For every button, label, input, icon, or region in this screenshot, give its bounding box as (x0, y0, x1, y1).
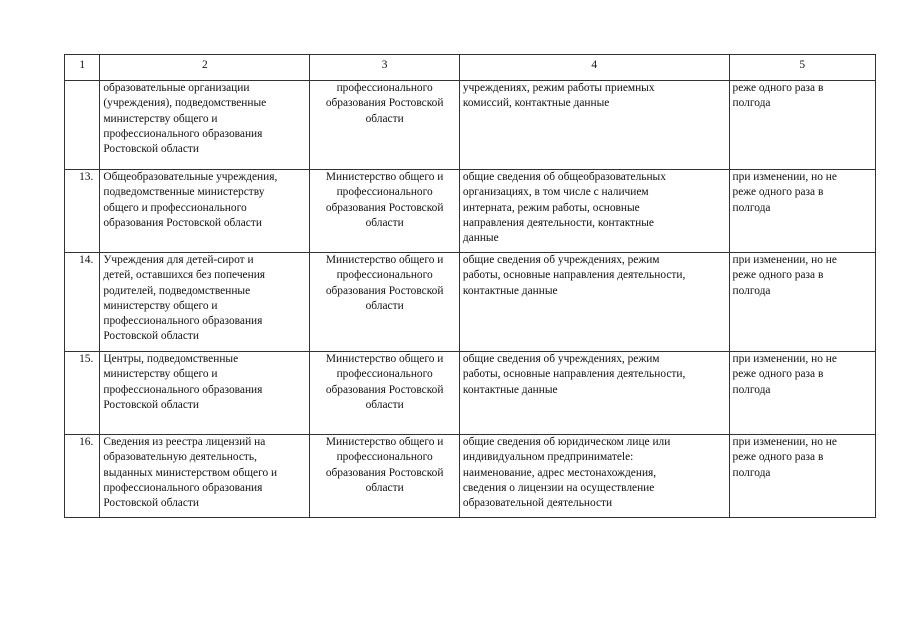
column-number-row (65, 55, 876, 81)
row-content-text: общие сведения об общеобразовательных организациях, в том числе с наличием интерната, режим работы, основные направления деятельности, контактные данные (462, 171, 666, 245)
row-name-text: образовательные организации (учреждения), подведомственные министерству общего и профессионального образования Ростовской области (103, 82, 267, 156)
row-period-text: реже одного раза в полгода (732, 82, 824, 110)
row-period-text: при изменении, но не реже одного раза в полгода (732, 254, 837, 297)
column-number-3: 3 (310, 55, 459, 81)
row-number: 13. (65, 170, 100, 253)
row-content (459, 170, 729, 253)
table-row (65, 253, 876, 352)
row-number: 14. (65, 253, 100, 352)
table-row (65, 435, 876, 518)
row-period (729, 81, 875, 170)
row-period-text: при изменении, но не реже одного раза в полгода (732, 171, 837, 214)
row-content-text: общие сведения об учреждениях, режим работы, основные направления деятельности, контактные данные (462, 353, 686, 396)
row-name (100, 435, 310, 518)
row-content (459, 352, 729, 435)
row-content-text: учреждениях, режим работы приемных комиссий, контактные данные (462, 82, 655, 110)
column-number-2: 2 (100, 55, 310, 81)
row-period (729, 253, 875, 352)
row-content (459, 253, 729, 352)
row-owner-text: Министерство общего и профессионального образования Ростовской области (325, 353, 444, 411)
row-owner (310, 435, 459, 518)
row-owner-text: профессионального образования Ростовской области (325, 82, 444, 125)
row-name (100, 170, 310, 253)
row-name-text: Общеобразовательные учреждения, подведомственные министерству общего и профессионального образования Ростовской области (103, 171, 278, 229)
row-name (100, 81, 310, 170)
row-name-text: Центры, подведомственные министерству общего и профессионального образования Ростовской области (103, 353, 263, 411)
table-row (65, 81, 876, 170)
row-number: 15. (65, 352, 100, 435)
row-period-text: при изменении, но не реже одного раза в полгода (732, 353, 837, 396)
row-owner (310, 352, 459, 435)
table-row (65, 170, 876, 253)
row-name (100, 352, 310, 435)
row-name-text: Учреждения для детей-сирот и детей, оставшихся без попечения родителей, подведомственные министерству общего и профессионального образования Ростовской области (103, 254, 266, 343)
row-owner (310, 81, 459, 170)
column-number-4: 4 (459, 55, 729, 81)
row-period-text: при изменении, но не реже одного раза в полгода (732, 436, 837, 479)
table-row (65, 352, 876, 435)
row-owner (310, 170, 459, 253)
row-period (729, 352, 875, 435)
registry-table (64, 54, 876, 518)
row-owner (310, 253, 459, 352)
row-content (459, 435, 729, 518)
row-period (729, 170, 875, 253)
row-number (65, 81, 100, 170)
row-content-text: общие сведения об учреждениях, режим работы, основные направления деятельности, контактные данные (462, 254, 686, 297)
row-owner-text: Министерство общего и профессионального образования Ростовской области (325, 254, 444, 312)
row-number: 16. (65, 435, 100, 518)
row-name (100, 253, 310, 352)
row-period (729, 435, 875, 518)
column-number-5: 5 (729, 55, 875, 81)
column-number-1: 1 (65, 55, 100, 81)
row-content-text: общие сведения об юридическом лице или индивидуальном предприниматele: наименование, адрес местонахождения, сведения о лицензии на осуществление образовательной деятельности (462, 436, 671, 510)
row-name-text: Сведения из реестра лицензий на образовательную деятельность, выданных министерством общего и профессионального образования Ростовской области (103, 436, 278, 510)
row-owner-text: Министерство общего и профессионального образования Ростовской области (325, 171, 444, 229)
row-content (459, 81, 729, 170)
row-owner-text: Министерство общего и профессионального образования Ростовской области (325, 436, 444, 494)
